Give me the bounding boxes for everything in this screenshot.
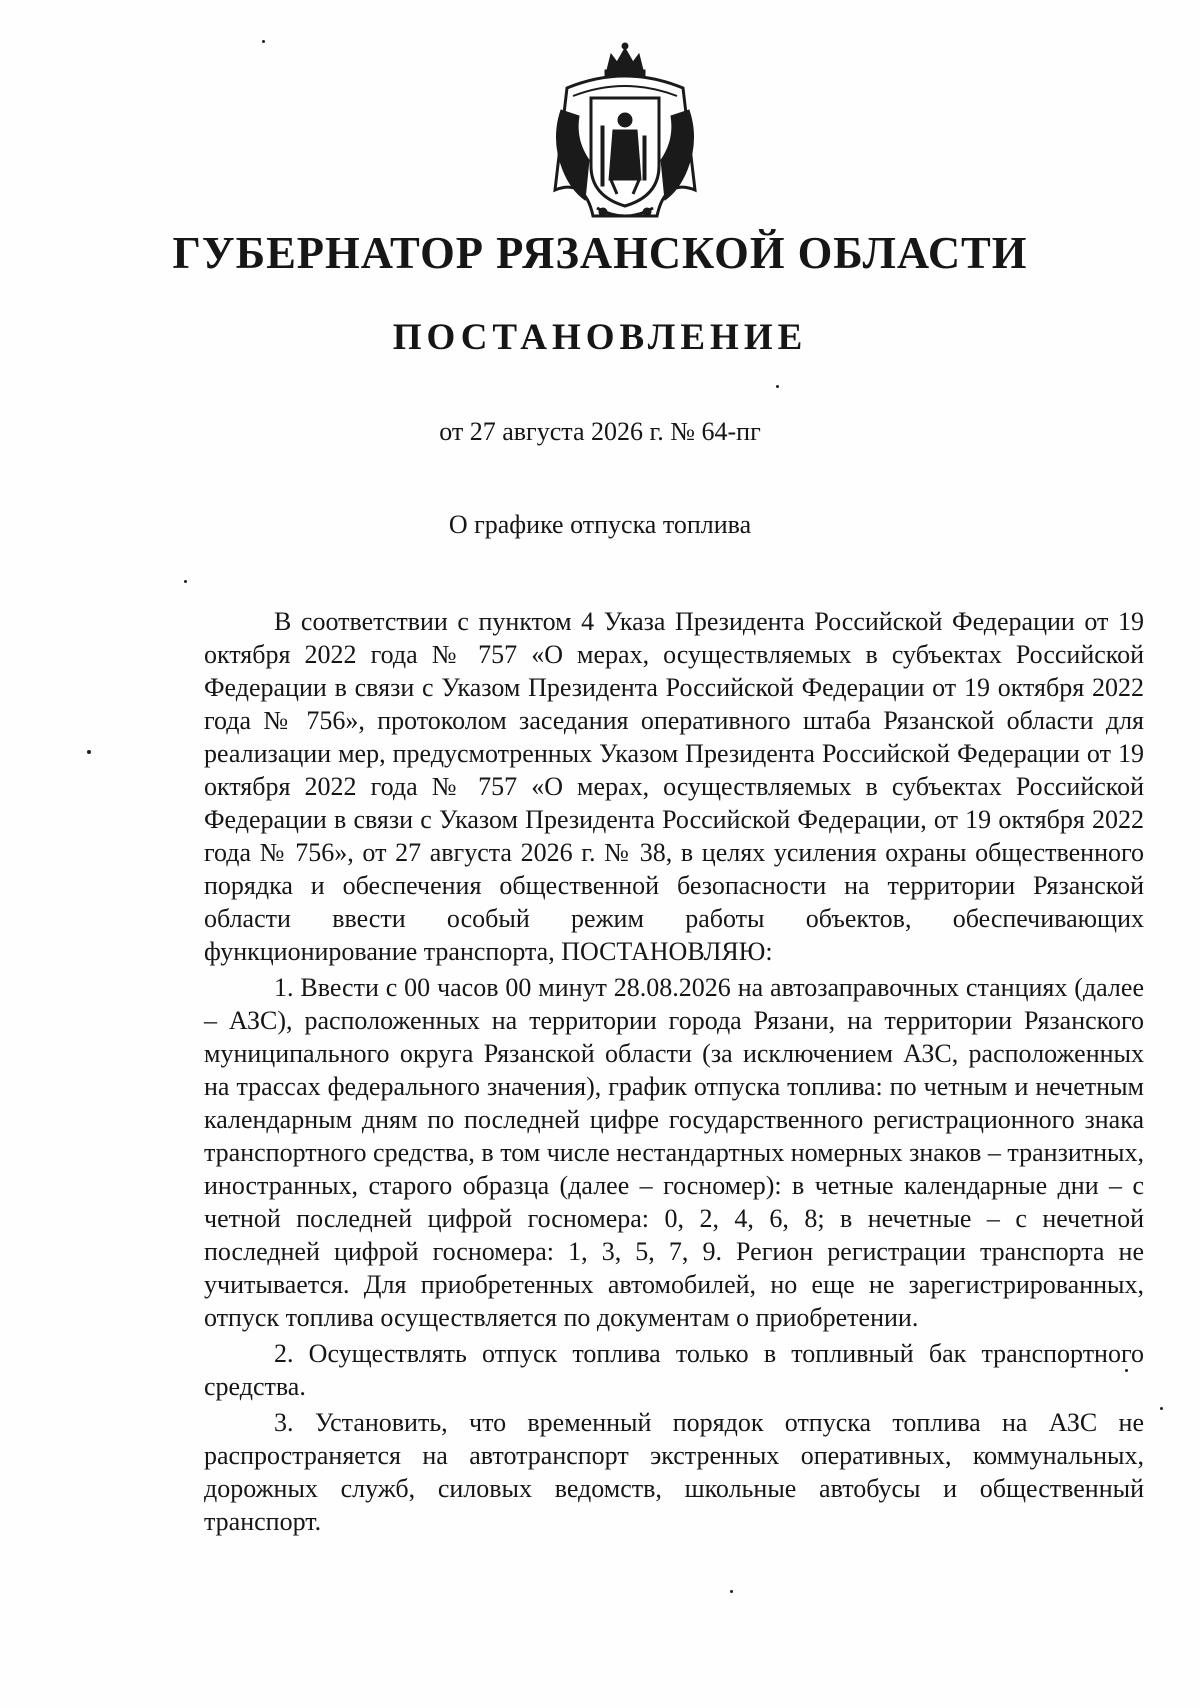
clause-2: 2. Осуществлять отпуск топлива только в топливный бак транспортного средства. <box>204 1339 1144 1401</box>
scan-speck <box>730 1590 733 1593</box>
scan-speck <box>1125 1369 1128 1372</box>
scan-speck <box>262 40 265 43</box>
document-subject: О графике отпуска топлива <box>448 510 752 539</box>
scan-speck <box>776 385 779 388</box>
preamble-paragraph: В соответствии с пунктом 4 Указа Президента Российской Федерации от 19 октября 2022 года № 757 «О мерах, осуществляемых в субъектах Российской Федерации в связи с Указом Президента Российской Федерации от 19 октября 2022 года № 756», протоколом заседания оперативного штаба Рязанской области для реализации мер, предусмотренных Указом Президента Российской Федерации от 19 октября 2022 года № 757 «О мерах, осуществляемых в субъектах Российской Федерации в связи с Указом Президента Российской Федерации, от 19 октября 2022 года № 756», от 27 августа 2026 г. № 38, в целях усиления охраны общественного порядка и обеспечения общественной безопасности на территории Рязанской области ввести особый режим работы объектов, обеспечивающих функционирование транспорта, ПОСТАНОВЛЯЮ: <box>204 607 1144 966</box>
clause-3: 3. Установить, что временный порядок отпуска топлива на АЗС не распространяется на автотранспорт экстренных оперативных, коммунальных, дорожных служб, силовых ведомств, школьные автобусы и общественный транспорт. <box>204 1408 1144 1536</box>
scan-speck <box>1160 1407 1163 1410</box>
coat-of-arms-emblem <box>545 40 705 224</box>
clause-1: 1. Ввести с 00 часов 00 минут 28.08.2026 на автозаправочных станциях (далее – АЗС), расположенных на территории города Рязани, на территории Рязанского муниципального округа Рязанской области (за исключением АЗС, расположенных на трассах федерального значения), график отпуска топлива: по четным и нечетным календарным дням по последней цифре государственного регистрационного знака транспортного средства, в том числе нестандартных номерных знаков – транзитных, иностранных, старого образца (далее – госномер): в четные календарные дни – с четной последней цифрой госномера: 0, 2, 4, 6, 8; в нечетные – с нечетной последней цифрой госномера: 1, 3, 5, 7, 9. Регион регистрации транспорта не учитывается. Для приобретенных автомобилей, но еще не зарегистрированных, отпуск топлива осуществляется по документам о приобретении. <box>204 973 1144 1332</box>
scan-speck <box>184 580 187 583</box>
document-type: ПОСТАНОВЛЕНИЕ <box>392 317 808 358</box>
scan-speck <box>87 750 91 754</box>
date-and-number: от 27 августа 2026 г. № 64-пг <box>439 417 761 446</box>
issuing-authority: ГУБЕРНАТОР РЯЗАНСКОЙ ОБЛАСТИ <box>172 227 1028 278</box>
document-body <box>204 605 1144 1538</box>
